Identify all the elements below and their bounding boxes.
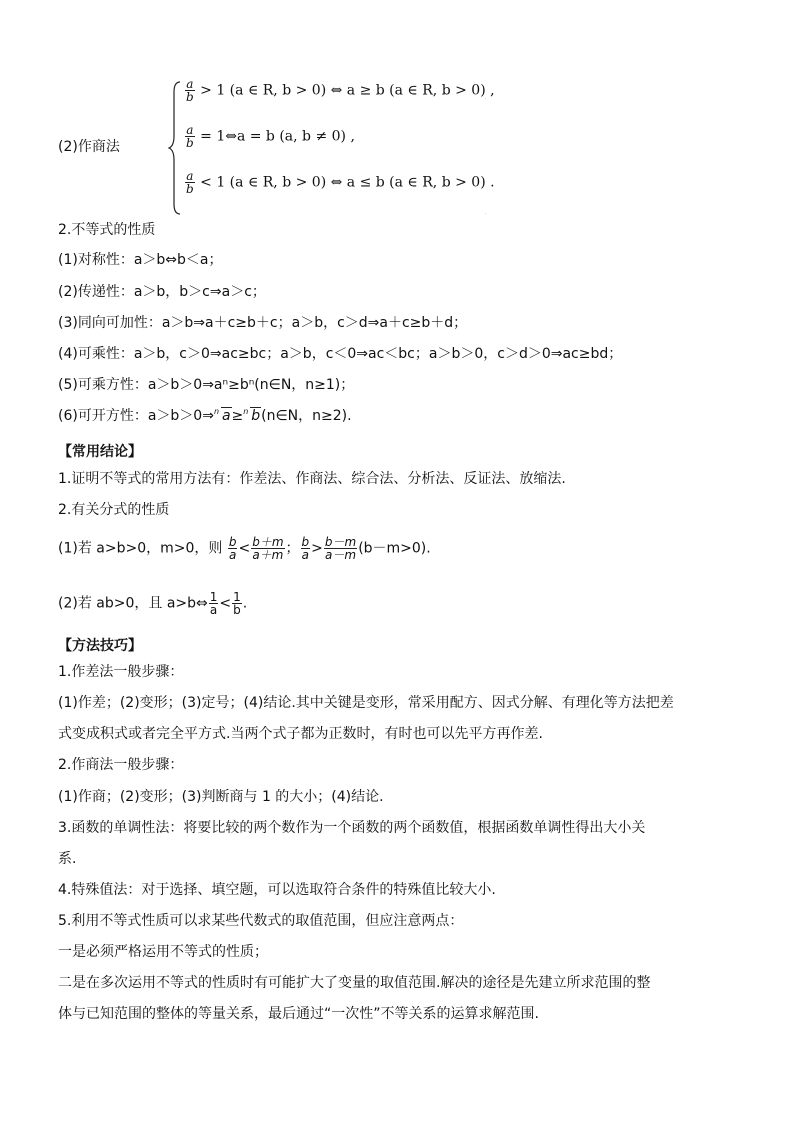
method-line: 5.利用不等式性质可以求某些代数式的取值范围，但应注意两点：: [58, 913, 464, 929]
method-line: 4.特殊值法：对于选择、填空题，可以选取符合条件的特殊值比较大小.: [58, 882, 496, 898]
quotient-method-label: (2)作商法: [58, 139, 120, 155]
conclusion-fraction-2-post: .: [242, 595, 248, 612]
property-root: (6)可开方性：a＞b＞0⇒ n a≥ n b(n∈N，n≥2).: [58, 407, 352, 424]
conclusion-fraction-1-mid: ；: [285, 540, 300, 557]
method-line: 系.: [58, 851, 77, 867]
right-bracket-icon: [484, 96, 486, 216]
nth-root-a: n a: [213, 407, 231, 424]
conclusion-fraction-1-pre: (1)若 a>b>0，m>0，则: [58, 540, 223, 557]
conclusions-heading: 【常用结论】: [58, 444, 142, 460]
quotient-case-less-text: < 1 (a ∈ R, b > 0) ⇔ a ≤ b (a ∈ R, b > 0) .: [200, 174, 495, 191]
conclusion-fraction-2-pre: (2)若 ab>0，且 a>b⇔: [58, 595, 208, 612]
conclusion-fraction-1-post: (b－m>0).: [358, 540, 431, 557]
fraction-b-minus-m-over-a-minus-m: $\frac{b-m}{a-m}$: [324, 535, 357, 562]
property-root-text: (6)可开方性：a＞b＞0⇒: [58, 408, 214, 424]
left-brace-icon: [168, 78, 184, 218]
methods-heading: 【方法技巧】: [58, 638, 142, 654]
method-line: (1)作差；(2)变形；(3)定号；(4)结论.其中关键是变形，常采用配方、因式分解、有理化等方法把差: [58, 695, 674, 711]
conclusion-proof-methods: 1.证明不等式的常用方法有：作差法、作商法、综合法、分析法、反证法、放缩法.: [58, 471, 566, 487]
method-line: (1)作商；(2)变形；(3)判断商与 1 的大小；(4)结论.: [58, 789, 384, 805]
method-line: 1.作差法一般步骤：: [58, 664, 184, 680]
fraction-1-over-b: $\frac{1}{b}$: [233, 590, 241, 617]
nth-root-b: n b: [243, 407, 261, 424]
property-root-tail: (n∈N，n≥2).: [261, 408, 352, 424]
method-line: 2.作商法一般步骤：: [58, 757, 184, 773]
fraction-a-over-b: $\frac{a}{b}$: [186, 77, 194, 104]
fraction-a-over-b: $\frac{a}{b}$: [186, 169, 194, 196]
method-line: 3.函数的单调性法：将要比较的两个数作为一个函数的两个函数值，根据函数单调性得出大小关: [58, 820, 646, 836]
method-line: 式变成积式或者完全平方式.当两个式子都为正数时，有时也可以先平方再作差.: [58, 726, 543, 742]
quotient-case-equal-text: = 1⇔a = b (a, b ≠ 0) ,: [200, 128, 355, 145]
property-multiplicativity: (4)可乘性：a＞b，c＞0⇒ac≥bc；a＞b，c＜0⇒ac＜bc；a＞b＞0，c＞d＞0⇒ac≥bd；: [58, 346, 623, 362]
conclusion-fraction-heading: 2.有关分式的性质: [58, 502, 170, 518]
fraction-b-plus-m-over-a-plus-m: $\frac{b+m}{a+m}$: [252, 535, 284, 562]
quotient-case-less: [184, 170, 495, 195]
method-line: 二是在多次运用不等式的性质时有可能扩大了变量的取值范围.解决的途径是先建立所求范围的整: [58, 975, 651, 991]
quotient-case-greater-text: > 1 (a ∈ R, b > 0) ⇔ a ≥ b (a ∈ R, b > 0) ,: [200, 82, 495, 99]
property-additivity: (3)同向可加性：a＞b⇒a＋c≥b＋c；a＞b，c＞d⇒a＋c≥b＋d；: [58, 315, 468, 331]
fraction-b-over-a: $\frac{b}{a}$: [301, 535, 310, 562]
quotient-case-equal: [184, 124, 355, 149]
conclusion-fraction-1: (1)若 a>b>0，m>0，则 $\frac{b}{a}$ < $\frac{b+m}{a+m}$ ； $\frac{b}{a}$ > $\frac{b-m}{a-m}$ (b－m>0).: [58, 535, 431, 562]
property-transitivity: (2)传递性：a＞b，b＞c⇒a＞c；: [58, 284, 266, 300]
fraction-a-over-b: $\frac{a}{b}$: [186, 123, 194, 150]
fraction-b-over-a: $\frac{b}{a}$: [228, 535, 237, 562]
quotient-case-greater: [184, 78, 495, 103]
quotient-method-block: [58, 78, 498, 218]
method-line: 一是必须严格运用不等式的性质；: [58, 944, 268, 960]
properties-heading: 2.不等式的性质: [58, 222, 156, 238]
conclusion-fraction-2: (2)若 ab>0，且 a>b⇔ $\frac{1}{a}$ < $\frac{1}{b}$ .: [58, 590, 248, 617]
fraction-1-over-a: $\frac{1}{a}$: [209, 590, 218, 617]
method-line: 体与已知范围的整体的等量关系，最后通过“一次性”不等关系的运算求解范围.: [58, 1006, 539, 1022]
property-power: (5)可乘方性：a＞b＞0⇒aⁿ≥bⁿ(n∈N，n≥1)；: [58, 377, 355, 393]
property-symmetry: (1)对称性：a＞b⇔b＜a；: [58, 252, 223, 268]
